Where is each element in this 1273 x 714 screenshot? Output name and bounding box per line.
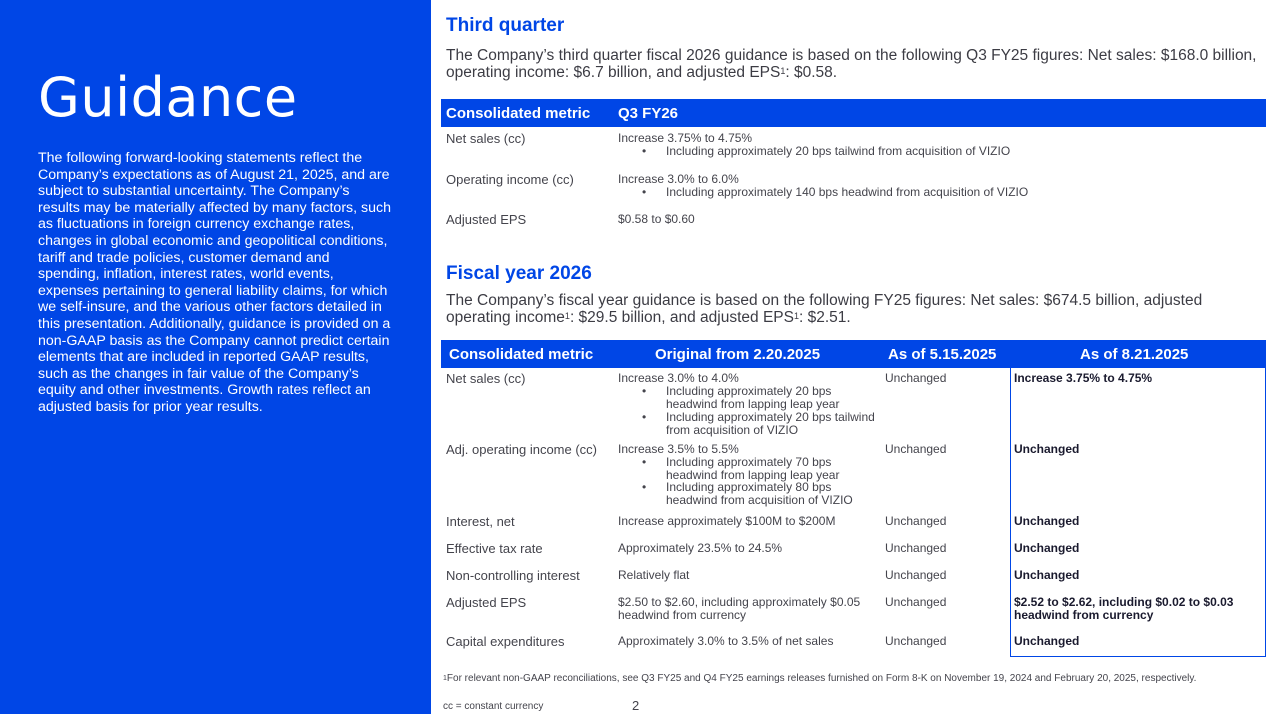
fy-row-bullet: • Including approximately 20 bps headwind from lapping leap year [642,384,840,411]
q3-row-metric: Net sales (cc) [446,131,526,146]
q3-row-value: Increase 3.0% to 6.0% [618,172,739,186]
q3-row-bullet: • Including approximately 20 bps tailwind from acquisition of VIZIO [642,144,1011,158]
fy-header-may: As of 5.15.2025 [888,346,997,363]
q3-header-metric: Consolidated metric [446,105,591,122]
fy-row-original: Approximately 23.5% to 24.5% [618,541,783,555]
fy-row-aug: Unchanged [1014,514,1080,528]
fy-row-may: Unchanged [885,514,947,528]
fy-row-metric: Effective tax rate [446,541,543,556]
q3-header-value: Q3 FY26 [618,105,679,122]
disclaimer-text: The following forward-looking statements reflect the Company’s expectations as of August 21, 2025, and are subject to substantial uncertainty. The Company’s results may be materially affected by many factors, such as fluctuations in foreign currency exchange rates, changes in global economic and geopolitical conditions, tariff and trade policies, customer demand and spending, inflation, interest rates, world events, expenses pertaining to general liability claims, for which we self-insure, and the various other factors detailed in this presentation. Additionally, guidance is provided on a non-GAAP basis as the Company cannot predict certain elements that are included in reported GAAP results, such as the changes in fair value of the Company’s equity and other investments. Growth rates reflect an adjusted basis for prior year results. [38,150,391,415]
fy-row-aug: Increase 3.75% to 4.75% [1014,371,1153,385]
fy-row-metric: Non-controlling interest [446,568,580,583]
fy-row-original: Increase 3.5% to 5.5% [618,442,739,456]
page-title: Guidance [38,66,298,129]
fy-row-aug: $2.52 to $2.62, including $0.02 to $0.03 headwind from currency [1014,595,1234,622]
fy-row-original: Increase approximately $100M to $200M [618,514,836,528]
cc-note: cc = constant currency [443,701,544,712]
fy-row-may: Unchanged [885,568,947,582]
fy-row-may: Unchanged [885,541,947,555]
fy-row-original: Approximately 3.0% to 3.5% of net sales [618,634,834,648]
fy-header-original: Original from 2.20.2025 [655,346,821,363]
fy-row-bullet: • Including approximately 80 bps headwind from acquisition of VIZIO [642,480,853,507]
fy-row-aug: Unchanged [1014,568,1080,582]
fy-row-original: Increase 3.0% to 4.0% [618,371,739,385]
q3-row-value: Increase 3.75% to 4.75% [618,131,753,145]
fy-row-may: Unchanged [885,634,947,648]
fy-table-header [441,340,1266,368]
q3-row-value: $0.58 to $0.60 [618,212,695,226]
fy-header-aug: As of 8.21.2025 [1080,346,1189,363]
fy-row-aug: Unchanged [1014,442,1080,456]
fy-row-metric: Adjusted EPS [446,595,527,610]
q3-table-header [441,99,1266,127]
fy-row-metric: Adj. operating income (cc) [446,442,598,457]
q3-row-metric: Operating income (cc) [446,172,574,187]
q3-description: The Company’s third quarter fiscal 2026 guidance is based on the following Q3 FY25 figures: Net sales: $168.0 billion, operating income: $6.7 billion, and adjusted EPS$^1$: $0.58. [446,47,1257,81]
fy-row-aug: Unchanged [1014,634,1080,648]
fy-row-may: Unchanged [885,371,947,385]
fy-description: The Company’s fiscal year guidance is based on the following FY25 figures: Net sales: $674.5 billion, adjusted operating income$^1$: $29.5 billion, and adjusted EPS$^1$: $2.51. [446,292,1203,326]
fy-row-original: $2.50 to $2.60, including approximately $0.05 headwind from currency [618,595,861,622]
fy-row-metric: Capital expenditures [446,634,565,649]
fy-row-bullet: • Including approximately 70 bps headwind from lapping leap year [642,455,840,482]
q3-row-metric: Adjusted EPS [446,212,527,227]
q3-section-title: Third quarter [446,15,565,36]
page-number: 2 [632,698,640,713]
fy-row-aug: Unchanged [1014,541,1080,555]
fy-row-bullet: • Including approximately 20 bps tailwind from acquisition of VIZIO [642,410,875,437]
fy-row-may: Unchanged [885,442,947,456]
fy-section-title: Fiscal year 2026 [446,263,592,284]
fy-header-metric: Consolidated metric [449,346,594,363]
q3-row-bullet: • Including approximately 140 bps headwind from acquisition of VIZIO [642,185,1029,199]
fy-row-original: Relatively flat [618,568,690,582]
left-panel [0,0,431,714]
fy-row-may: Unchanged [885,595,947,609]
fy-row-metric: Interest, net [446,514,515,529]
footnote: $^1$For relevant non-GAAP reconciliations, see Q3 FY25 and Q4 FY25 earnings releases furnished on Form 8-K on November 19, 2024 and February 20, 2025, respectively. [443,673,1197,684]
fy-row-metric: Net sales (cc) [446,371,526,386]
